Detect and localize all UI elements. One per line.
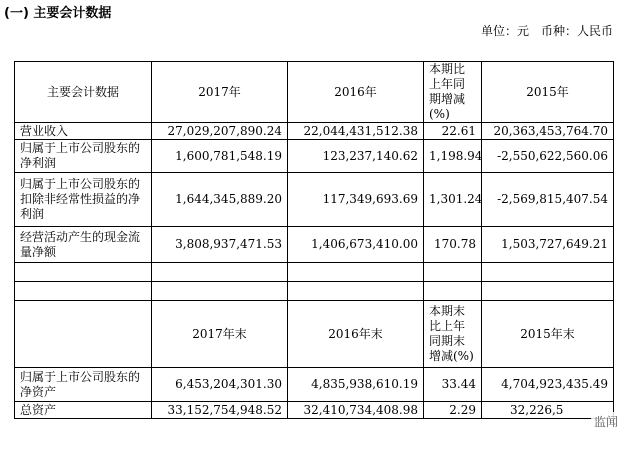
value-change: 170.78 bbox=[424, 227, 482, 263]
header-2015: 2015年 bbox=[482, 62, 614, 123]
value-change: 1,301.24 bbox=[424, 173, 482, 227]
value-2016: 123,237,140.62 bbox=[288, 140, 424, 173]
value-2017: 1,600,781,548.19 bbox=[152, 140, 288, 173]
row-label: 总资产 bbox=[15, 402, 152, 419]
value-2015: -2,569,815,407.54 bbox=[482, 173, 614, 227]
header-main-data: 主要会计数据 bbox=[15, 62, 152, 123]
accounting-data-table bbox=[14, 61, 614, 419]
value-change: 1,198.94 bbox=[424, 140, 482, 173]
table-row bbox=[15, 227, 614, 263]
value-2016: 4,835,938,610.19 bbox=[288, 368, 424, 402]
value-2015: 20,363,453,764.70 bbox=[482, 123, 614, 140]
blank-row bbox=[15, 282, 614, 301]
table-row bbox=[15, 140, 614, 173]
header-blank bbox=[15, 301, 152, 368]
value-2015: 1,503,727,649.21 bbox=[482, 227, 614, 263]
header-2016: 2016年 bbox=[288, 62, 424, 123]
value-change: 22.61 bbox=[424, 123, 482, 140]
value-2016: 22,044,431,512.38 bbox=[288, 123, 424, 140]
row-label: 归属于上市公司股东的净资产 bbox=[15, 368, 152, 402]
row-label: 归属于上市公司股东的净利润 bbox=[15, 140, 152, 173]
header-2016-end: 2016年末 bbox=[288, 301, 424, 368]
table-row bbox=[15, 173, 614, 227]
value-2017: 33,152,754,948.52 bbox=[152, 402, 288, 419]
blank-row bbox=[15, 263, 614, 282]
row-label: 经营活动产生的现金流量净额 bbox=[15, 227, 152, 263]
value-change: 2.29 bbox=[424, 402, 482, 419]
value-2015: 4,704,923,435.49 bbox=[482, 368, 614, 402]
row-label: 归属于上市公司股东的扣除非经常性损益的净利润 bbox=[15, 173, 152, 227]
header-2017-end: 2017年末 bbox=[152, 301, 288, 368]
table2-header-row bbox=[15, 301, 614, 368]
header-change: 本期比上年同期增减(%) bbox=[424, 62, 482, 123]
value-2016: 117,349,693.69 bbox=[288, 173, 424, 227]
table-row bbox=[15, 123, 614, 140]
value-2016: 1,406,673,410.00 bbox=[288, 227, 424, 263]
value-2017: 27,029,207,890.24 bbox=[152, 123, 288, 140]
section-title: (一) 主要会计数据 bbox=[4, 6, 112, 21]
value-change: 33.44 bbox=[424, 368, 482, 402]
header-2015-end: 2015年末 bbox=[482, 301, 614, 368]
table-row bbox=[15, 368, 614, 402]
row-label: 营业收入 bbox=[15, 123, 152, 140]
value-2016: 32,410,734,408.98 bbox=[288, 402, 424, 419]
value-2017: 1,644,345,889.20 bbox=[152, 173, 288, 227]
unit-currency-line: 单位：元 币种：人民币 bbox=[480, 24, 613, 38]
value-2017: 3,808,937,471.53 bbox=[152, 227, 288, 263]
value-2017: 6,453,204,301.30 bbox=[152, 368, 288, 402]
header-change-end: 本期末比上年同期末增减(%) bbox=[424, 301, 482, 368]
header-2017: 2017年 bbox=[152, 62, 288, 123]
watermark-logo: 监闻 bbox=[591, 412, 621, 431]
value-2015: -2,550,622,560.06 bbox=[482, 140, 614, 173]
table-row bbox=[15, 402, 614, 419]
value-2015: 32,226,5 bbox=[482, 402, 614, 419]
table1-header-row bbox=[15, 62, 614, 123]
